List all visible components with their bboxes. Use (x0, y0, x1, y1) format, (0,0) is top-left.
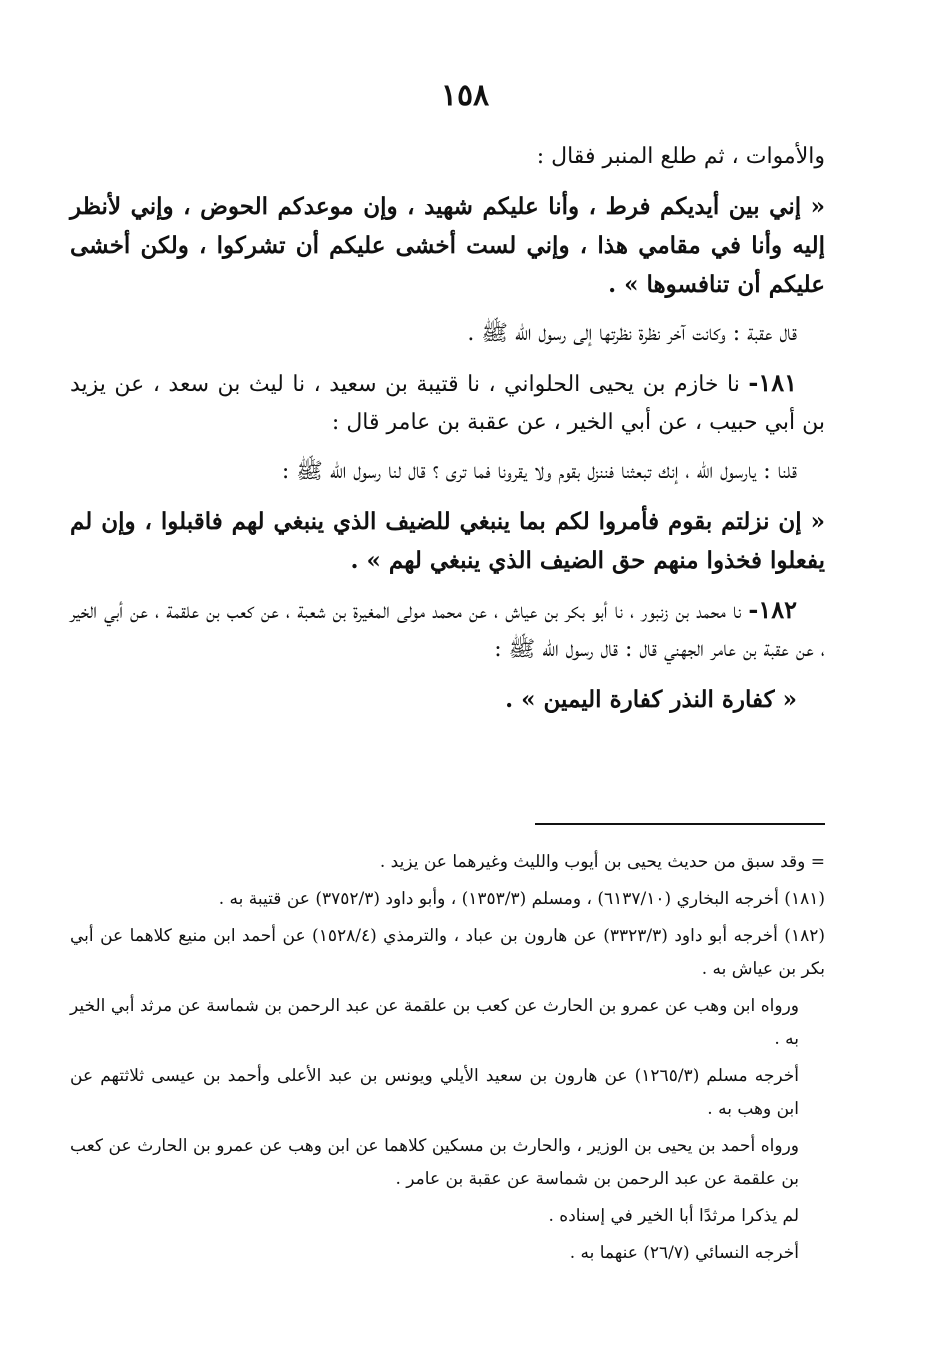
footnote-182-muslim: أخرجه مسلم (١٢٦٥/٣) عن هارون بن سعيد الأيلي ويونس بن عبد الأعلى وأحمد بن عيسى ثلاثتهم عن ابن وهب به . (70, 1066, 799, 1119)
hadith-181-text: نا خازم بن يحيى الحلواني ، نا قتيبة بن سعيد ، نا ليث بن سعد ، عن يزيد بن أبي حبيب ، عن أبي الخير ، عن عقبة بن عامر قال : (70, 372, 825, 435)
footnote-continuation: = وقد سبق من حديث يحيى بن أيوب والليث وغيرهما عن يزيد . (379, 852, 825, 872)
page-number: ١٥٨ (440, 78, 490, 113)
hadith-quote-3: « كفارة النذر كفارة اليمين » . (505, 686, 797, 713)
footnote-181: (١٨١) أخرجه البخاري (٦١٣٧/١٠) ، ومسلم (١٣٥٣/٣) ، وأبو داود (٣٧٥٢/٣) عن قتيبة به . (218, 889, 825, 909)
footnote-182-nasai: أخرجه النسائي (٢٦/٧) عنهما به . (569, 1243, 799, 1263)
footnote-divider (535, 823, 825, 825)
paragraph-uqba: قال عقبة : وكانت آخر نظرة نظرتها إلى رسول الله ﷺ . (467, 321, 797, 346)
hadith-quote-2: « إن نزلتم بقوم فأمروا لكم بما ينبغي للضيف الذي ينبغي لهم فاقبلوا ، وإن لم يفعلوا فخذوا منهم حق الضيف الذي ينبغي لهم » . (70, 508, 825, 574)
paragraph-question: قلنا : يارسول الله ، إنك تبعثنا فننزل بقوم ولا يقرونا فما ترى ؟ قال لنا رسول الله ﷺ : (281, 459, 797, 484)
paragraph-intro: والأموات ، ثم طلع المنبر فقال : (536, 144, 825, 169)
hadith-number-181: ١٨١- (748, 368, 797, 397)
footnote-182-ahmad: ورواه أحمد بن يحيى بن الوزير ، والحارث بن مسكين كلاهما عن ابن وهب عن عمرو بن الحارث عن كعب بن علقمة عن عبد الرحمن بن شماسة عن عقبة بن عامر . (70, 1136, 799, 1189)
hadith-181-chain (70, 364, 825, 442)
hadith-182-chain (70, 591, 825, 669)
hadith-number-182: ١٨٢- (748, 595, 797, 624)
footnotes (70, 846, 825, 1274)
hadith-182-text: نا محمد بن زنبور ، نا أبو بكر بن عياش ، عن محمد مولى المغيرة بن شعبة ، عن كعب بن علقمة ، عن أبي الخير ، عن عقبة بن عامر الجهني قال : قال رسول الله ﷺ : (70, 599, 825, 662)
main-text (70, 138, 825, 730)
hadith-quote-1: « إني بين أيديكم فرط ، وأنا عليكم شهيد ، وإن موعدكم الحوض ، وإني لأنظر إليه وأنا في مقامي هذا ، وإني لست أخشى عليكم أن تشركوا ، ولكن أخشى عليكم أن تنافسوها » . (70, 193, 825, 298)
footnote-182-marthad: لم يذكرا مرثدًا أبا الخير في إسناده . (548, 1206, 799, 1226)
footnote-182: (١٨٢) أخرجه أبو داود (٣٣٢٣/٣) عن هارون بن عباد ، والترمذي (١٥٢٨/٤) عن أحمد ابن منيع كلاهما عن أبي بكر بن عياش به . (70, 926, 825, 979)
footnote-182-ibn-wahb: ورواه ابن وهب عن عمرو بن الحارث عن كعب بن علقمة عن عبد الرحمن بن شماسة عن مرثد أبي الخير به . (70, 996, 799, 1049)
